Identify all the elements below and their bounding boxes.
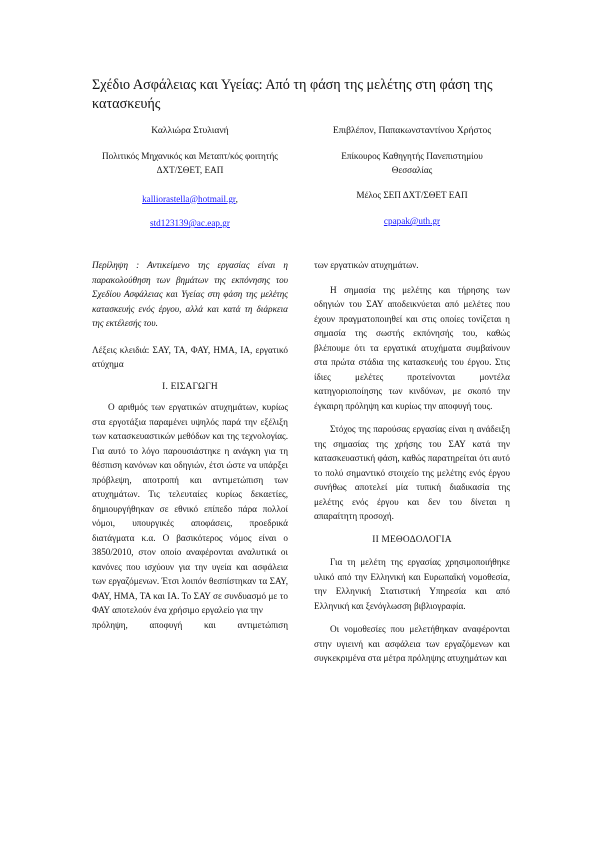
paper-title: Σχέδιο Ασφάλειας και Υγείας: Από τη φάση της μελέτης στη φάση της κατασκευής <box>92 77 493 112</box>
intro-continuation: των εργατικών ατυχημάτων. <box>314 260 419 270</box>
method-paragraph-2: Οι νομοθεσίες που μελετήθηκαν αναφέρονται στην υγιεινή και ασφάλεια των εργαζόμενων και συγκεκριμένα στα μέτρα πρόληψης ατυχημάτων και <box>314 624 510 663</box>
intro-paragraph-3: Στόχος της παρούσας εργασίας είναι η ανάδειξη της σημασίας της χρήσης του ΣΑΥ κατά την κατασκευαστική φάση, καθώς παρατηρείται ότι αυτό το πολύ σημαντικό στοιχείο της μελέτης ενός έργου συνήθως αποτελεί μία τυπική διαδικασία της μελέτης ενός έργου και δεν του δίνεται η απαραίτητη προσοχή. <box>314 424 510 521</box>
supervisor-email-line <box>314 214 510 229</box>
method-paragraph-1: Για τη μελέτη της εργασίας χρησιμοποιήθηκε υλικό από την Ελληνική και Ευρωπαϊκή νομοθεσία, την Ελληνική Στατιστική Υπηρεσία και από Ελληνική και ξενόγλωσση βιβλιογραφία. <box>314 557 510 611</box>
intro-paragraph-1-end: πρόληψη, αποφυγή και αντιμετώπιση <box>92 619 288 630</box>
author-block-left <box>92 124 288 231</box>
author-email-line-2 <box>92 216 288 231</box>
author-email-link[interactable]: kalliorastella@hotmail.gr <box>142 193 236 204</box>
supervisor-name: Επιβλέπον, Παπακωνσταντίνου Χρήστος <box>332 125 492 136</box>
author-email-link-2[interactable]: std123139@ac.eap.gr <box>150 218 230 228</box>
abstract: Περίληψη : Αντικείμενο της εργασίας είναι η παρακολούθηση των βημάτων της εκπόνησης του Σχεδίου Ασφάλειας και Υγείας στη φάση της μελέτης κατασκευής ενός έργου, αλλά και κατά τη διάρκεια της εκτέλεσής του. <box>92 260 288 328</box>
email-separator: , <box>235 193 238 204</box>
supervisor-affiliation-2: Μέλος ΣΕΠ ΔΧΤ/ΣΘΕΤ ΕΑΠ <box>356 189 468 200</box>
author-email-line <box>92 192 288 207</box>
keywords: Λέξεις κλειδιά: ΣΑΥ, ΤΑ, ΦΑΥ, ΗΜΑ, ΙΑ, εργατικό ατύχημα <box>92 344 288 369</box>
right-column <box>314 258 510 666</box>
left-column <box>92 258 288 632</box>
supervisor-email-link[interactable]: cpapak@uth.gr <box>383 216 441 226</box>
author-affiliation: Πολιτικός Μηχανικός και Μεταπτ/κός φοιτητής ΔΧΤ/ΣΘΕΤ, ΕΑΠ <box>102 150 278 175</box>
supervisor-affiliation-1: Επίκουρος Καθηγητής Πανεπιστημίου Θεσσαλίας <box>341 150 483 175</box>
section-heading-method: II ΜΕΘΟΔΟΛΟΓΙΑ <box>372 534 452 545</box>
author-block-right <box>314 124 510 229</box>
section-heading-intro: I. ΕΙΣΑΓΩΓΗ <box>162 381 218 392</box>
author-name: Καλλιώρα Στυλιανή <box>151 125 229 136</box>
intro-paragraph-1: Ο αριθμός των εργατικών ατυχημάτων, κυρίως στα εργοτάξια παραμένει υψηλός παρά την εξέλιξη των κατασκευαστικών μεθόδων και της τεχνολογίας. Για αυτό το λόγο παρουσιάστηκε η ανάγκη για τη θέσπιση κανόνων και οδηγιών, έτσι ώστε να υπάρξει πρόβλεψη, αποτροπή και αντιμετώπιση των ατυχημάτων. Τις τελευταίες κυρίως δεκαετίες, δημιουργήθηκαν σε εθνικό επίπεδο πάρα πολλοί νόμοι, υπουργικές αποφάσεις, προεδρικά διατάγματα κ.α. Ο βασικότερος νόμος είναι ο 3850/2010, στον οποίο αναφέρονται αναλυτικά οι κανόνες που ισχύουν για την υγεία και ασφάλεια των εργαζόμενων. Έτσι λοιπόν θεσπίστηκαν τα ΣΑΥ, ΦΑΥ, ΗΜΑ, ΤΑ και ΙΑ. Το ΣΑΥ σε συνδυασμό με το ΦΑΥ αποτελούν ένα χρήσιμο εργαλείο για την <box>92 402 288 615</box>
intro-paragraph-2: Η σημασία της μελέτης και τήρησης των οδηγιών του ΣΑΥ αποδεικνύεται από μελέτες που έχουν πραγματοποιηθεί και στις οποίες τονίζεται η σημασία της σωστής εκπόνησής του, καθώς βλέπουμε ότι τα εργατικά ατυχήματα συμβαίνουν στα πρώτα στάδια της κατασκευής του έργου. Στις ίδιες μελέτες προτείνονται μοντέλα κατηγοριοποίησης των κινδύνων, με σκοπό την έγκαιρη πρόληψη και κυρίως την αποφυγή τους. <box>314 284 510 411</box>
